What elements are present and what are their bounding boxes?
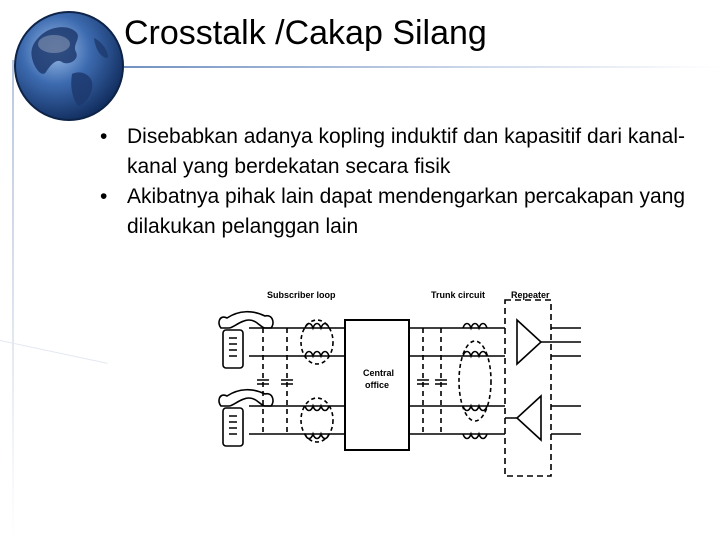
coupling-coil-icon	[459, 324, 491, 439]
telephone-icon	[219, 312, 273, 368]
crosstalk-circuit-diagram	[205, 284, 585, 490]
bullet-item	[100, 122, 700, 182]
repeater-label: Repeater	[511, 290, 550, 300]
amplifier-icon	[517, 320, 541, 440]
bullet-marker: •	[100, 185, 108, 208]
trunk-circuit-label: Trunk circuit	[431, 290, 486, 300]
bullet-text: Disebabkan adanya kopling induktif dan kapasitif dari kanal- kanal yang berdekatan secara fisik	[127, 125, 686, 178]
coupling-coil-icon	[301, 398, 333, 442]
central-office-label: office	[365, 380, 390, 390]
coupling-coil-icon	[301, 320, 333, 364]
bullet-item	[100, 182, 700, 242]
globe-icon	[10, 8, 128, 124]
subscriber-loop-label: Subscriber loop	[267, 290, 336, 300]
slide-title: Crosstalk /Cakap Silang	[124, 14, 487, 52]
telephone-icon	[219, 390, 273, 446]
left-decorative-line	[12, 60, 14, 540]
bullet-marker: •	[100, 125, 108, 148]
central-office-label: Central	[363, 368, 395, 378]
background-decorative-line	[0, 340, 108, 364]
bullet-text: Akibatnya pihak lain dapat mendengarkan percakapan yang dilakukan pelanggan lain	[127, 185, 686, 238]
bullet-list	[100, 122, 700, 242]
title-underline	[110, 66, 720, 68]
